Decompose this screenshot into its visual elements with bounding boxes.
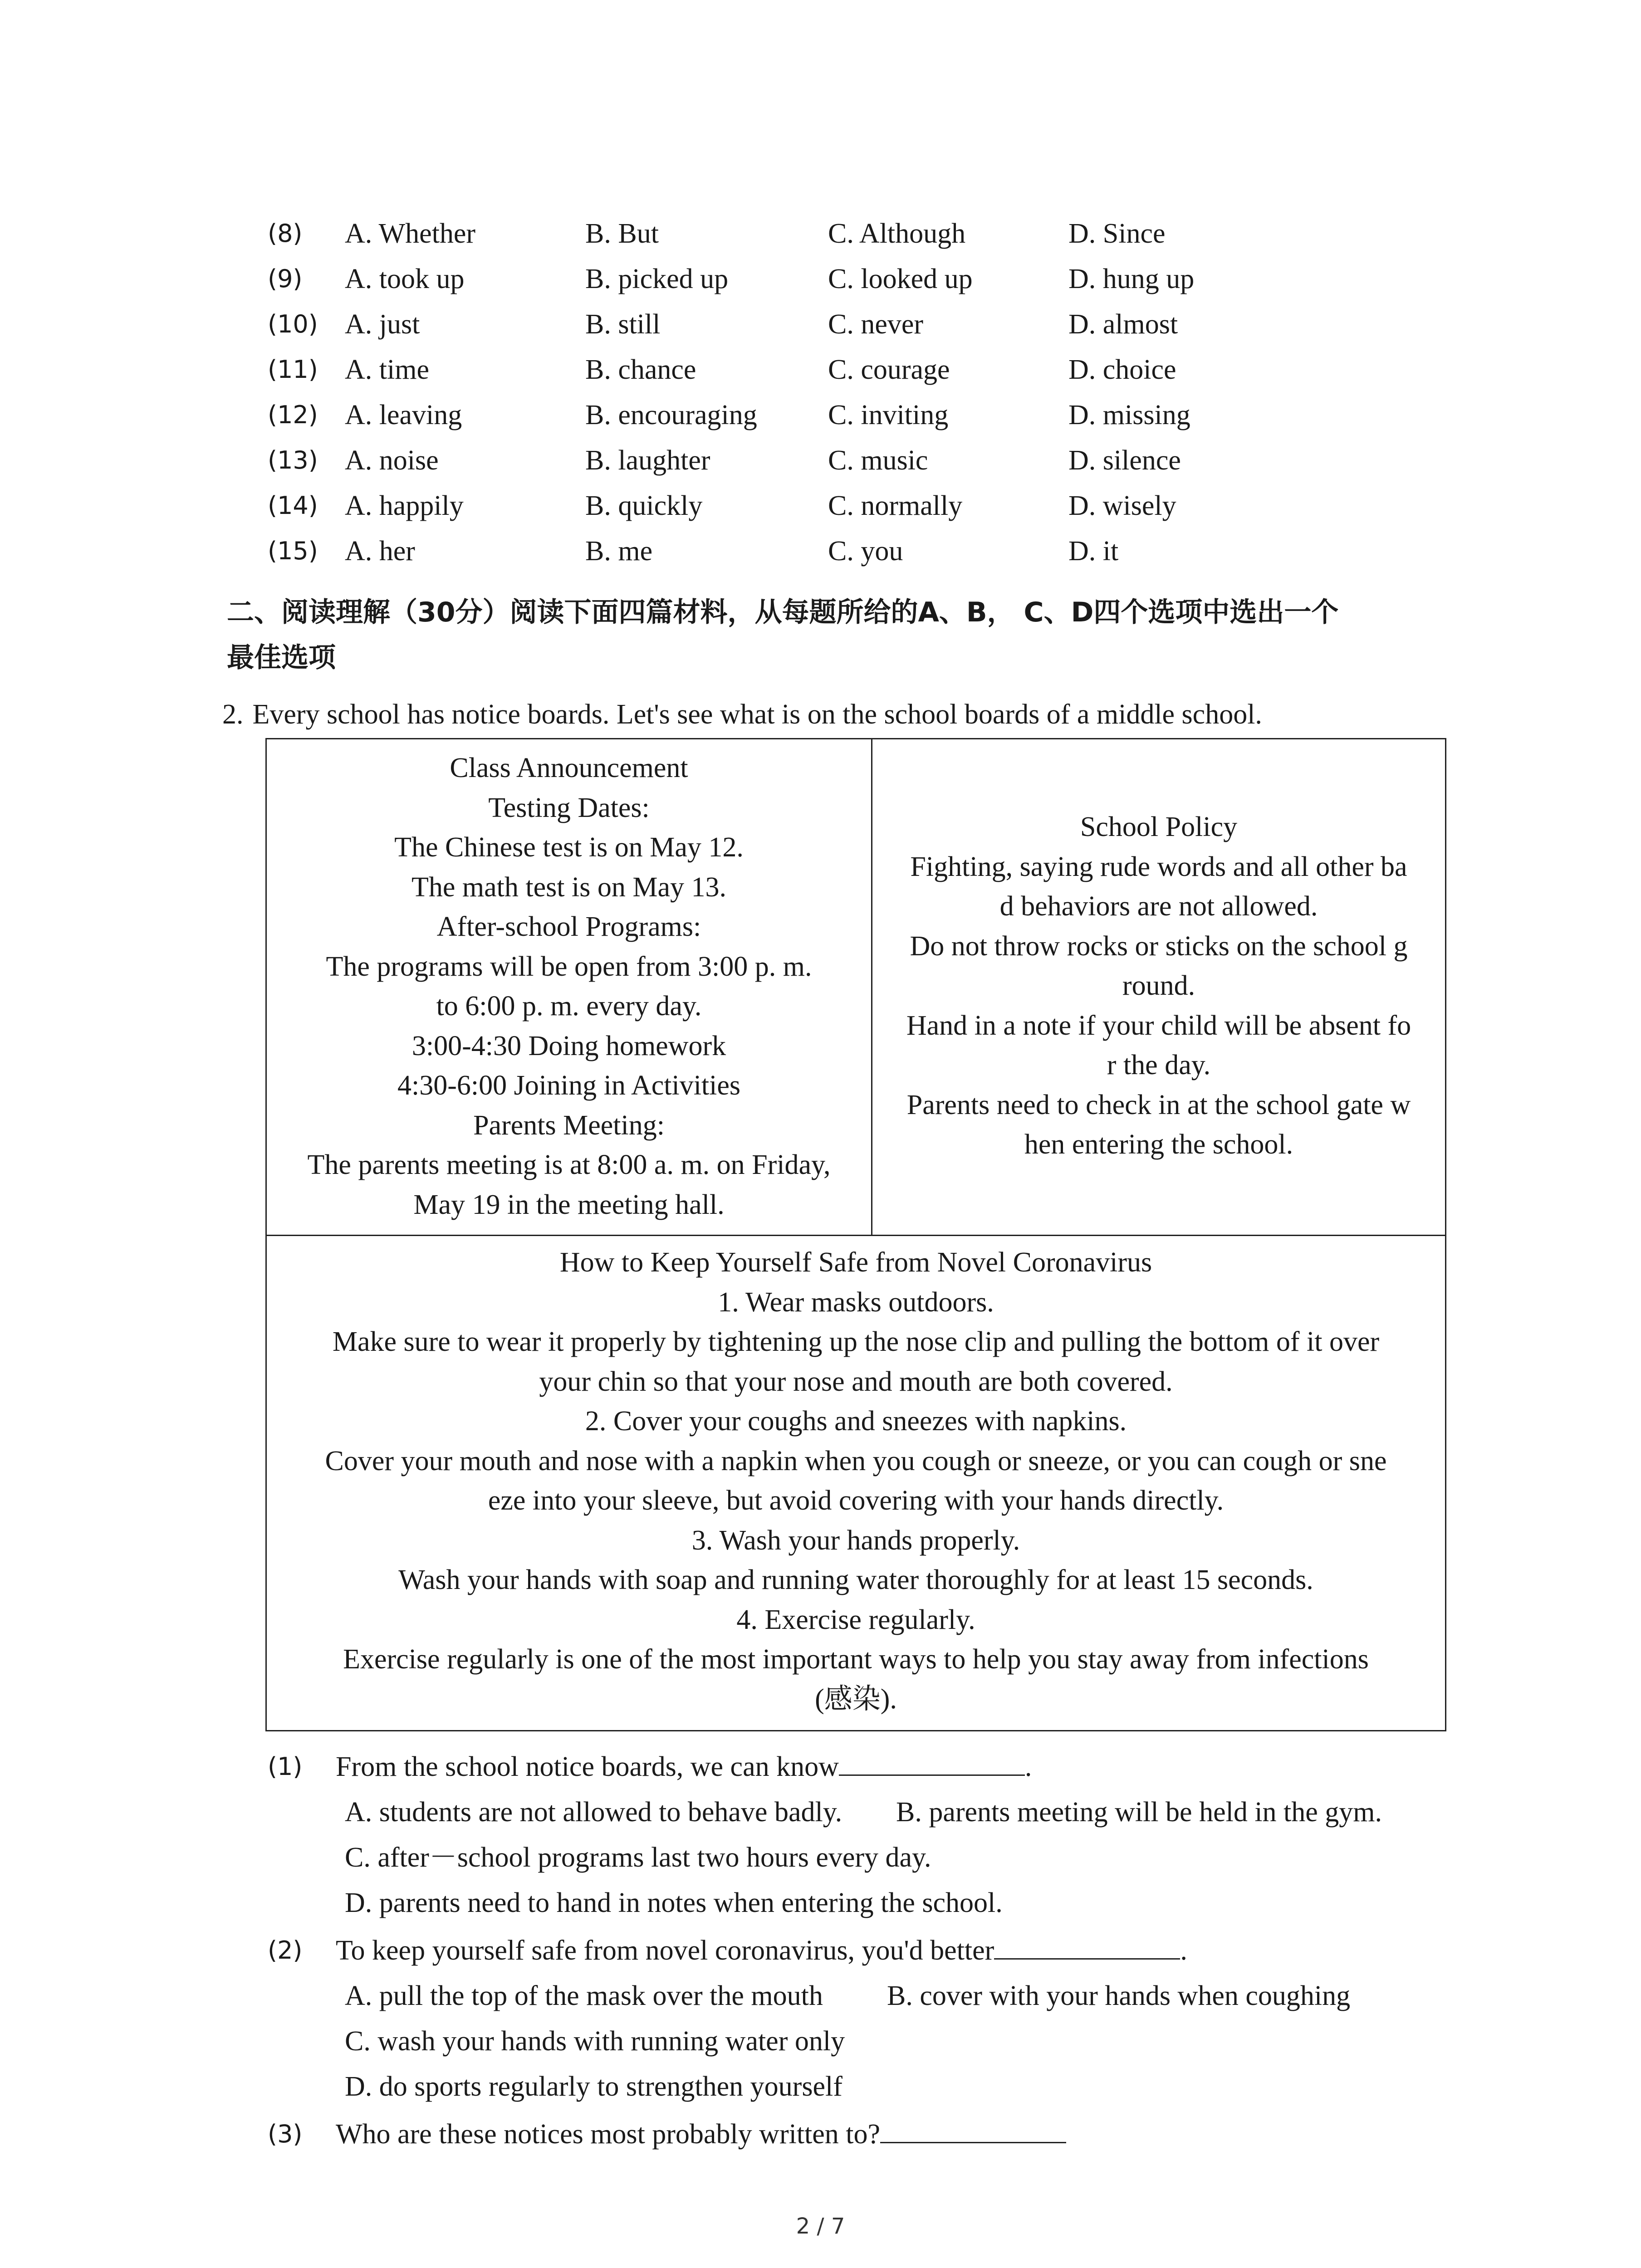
option-a: A. her (345, 536, 415, 567)
option-b: B. But (585, 218, 659, 249)
choice-c: C. after－school programs last two hours every day. (345, 1842, 931, 1873)
notice-line: Make sure to wear it properly by tightening up the nose clip and pulling the bottom of it over (332, 1326, 1380, 1357)
option-c: C. music (828, 445, 928, 476)
notice-line: 4. Exercise regularly. (736, 1604, 975, 1635)
question-intro-text: Every school has notice boards. Let's see what is on the school boards of a middle school. (252, 699, 1262, 730)
option-b: B. picked up (585, 264, 729, 294)
option-c: C. never (828, 309, 924, 340)
notice-board-table (265, 738, 1446, 1731)
choice-a: A. pull the top of the mask over the mouth (345, 1980, 823, 2011)
choice-b: B. cover with your hands when coughing (887, 1980, 1351, 2011)
choice-d: D. do sports regularly to strengthen yourself (345, 2071, 843, 2102)
choice-a: A. students are not allowed to behave badly. (345, 1797, 843, 1828)
notice-line: your chin so that your nose and mouth are both covered. (539, 1366, 1173, 1397)
notice-line: (感染). (815, 1683, 897, 1715)
notice-line: 4:30-6:00 Joining in Activities (397, 1070, 741, 1101)
question-intro (222, 694, 1262, 735)
item-number: (10) (268, 310, 318, 338)
notice-line: Wash your hands with soap and running water thoroughly for at least 15 seconds. (398, 1564, 1313, 1595)
option-b: B. laughter (585, 445, 710, 476)
notice-line: 2. Cover your coughs and sneezes with napkins. (585, 1406, 1127, 1437)
page-number: 2 / 7 (796, 2214, 845, 2239)
subquestion-stem (336, 1930, 1187, 1971)
answer-blank[interactable] (994, 1931, 1180, 1960)
item-number: (13) (268, 446, 318, 474)
notice-line: Do not throw rocks or sticks on the school g (910, 930, 1408, 962)
item-number: (11) (268, 355, 318, 384)
coronavirus-safety-text (267, 1243, 1445, 1719)
option-d: D. it (1068, 536, 1119, 567)
stem-text: To keep yourself safe from novel coronavirus, you'd better (336, 1935, 994, 1966)
notice-line: May 19 in the meeting hall. (413, 1189, 725, 1220)
notice-line: The Chinese test is on May 12. (394, 832, 744, 863)
item-number: (15) (268, 537, 318, 565)
option-c: C. normally (828, 490, 963, 521)
section-heading (227, 590, 1452, 680)
subquestion-stem (336, 2114, 1066, 2155)
choice-b: B. parents meeting will be held in the gym. (896, 1797, 1382, 1828)
notice-line: eze into your sleeve, but avoid covering with your hands directly. (488, 1485, 1224, 1516)
option-b: B. encouraging (585, 400, 757, 430)
school-policy-cell (872, 739, 1445, 1236)
option-b: B. chance (585, 354, 696, 385)
item-number: (9) (268, 264, 303, 293)
notice-line: The math test is on May 13. (411, 871, 726, 903)
coronavirus-safety-cell (267, 1236, 1445, 1731)
notice-line: to 6:00 p. m. every day. (436, 991, 702, 1022)
stem-end: . (1180, 1935, 1187, 1966)
option-d: D. missing (1068, 400, 1190, 430)
notice-line: 1. Wear masks outdoors. (718, 1286, 994, 1318)
option-d: D. almost (1068, 309, 1178, 340)
subquestion-number: (3) (268, 2120, 303, 2148)
option-c: C. Although (828, 218, 966, 249)
option-a: A. just (345, 309, 420, 340)
option-c: C. looked up (828, 264, 973, 294)
option-b: B. still (585, 309, 661, 340)
class-announcement-text (267, 748, 871, 1225)
school-policy-text (872, 807, 1445, 1165)
notice-line: Class Announcement (450, 753, 688, 783)
class-announcement-cell (267, 739, 872, 1236)
notice-line: d behaviors are not allowed. (999, 891, 1318, 922)
option-c: C. you (828, 536, 903, 567)
notice-line: The parents meeting is at 8:00 a. m. on Friday, (307, 1149, 831, 1180)
stem-text: From the school notice boards, we can know (336, 1751, 839, 1782)
item-number: (12) (268, 401, 318, 429)
choice-d: D. parents need to hand in notes when entering the school. (345, 1887, 1003, 1918)
notice-line: Exercise regularly is one of the most important ways to help you stay away from infections (343, 1644, 1369, 1675)
option-d: D. choice (1068, 354, 1176, 385)
option-d: D. hung up (1068, 264, 1195, 294)
subquestion-number: (2) (268, 1936, 303, 1965)
stem-end: . (1024, 1751, 1032, 1782)
subquestion-stem (336, 1746, 1032, 1787)
question-number: 2. (222, 699, 244, 730)
answer-blank[interactable] (880, 2115, 1066, 2143)
option-d: D. Since (1068, 218, 1166, 249)
option-a: A. took up (345, 264, 465, 294)
notice-line: r the day. (1107, 1050, 1211, 1080)
notice-line: Hand in a note if your child will be absent fo (906, 1010, 1411, 1041)
subquestion-number: (1) (268, 1752, 303, 1781)
option-b: B. me (585, 536, 653, 567)
option-a: A. happily (345, 490, 464, 521)
option-d: D. silence (1068, 445, 1181, 476)
notice-line: Parents need to check in at the school gate w (906, 1089, 1411, 1120)
notice-line: Parents Meeting: (473, 1110, 665, 1141)
notice-line: Cover your mouth and nose with a napkin when you cough or sneeze, or you can cough or sne (325, 1445, 1387, 1476)
notice-line: How to Keep Yourself Safe from Novel Coronavirus (559, 1247, 1152, 1278)
section-heading-line-1: 二、阅读理解（30分）阅读下面四篇材料，从每题所给的A、B， C、D四个选项中选出一个 (227, 596, 1339, 628)
option-a: A. noise (345, 445, 439, 476)
notice-line: School Policy (1080, 811, 1238, 842)
notice-line: hen entering the school. (1024, 1129, 1293, 1160)
option-b: B. quickly (585, 490, 703, 521)
notice-line: After-school Programs: (436, 911, 701, 942)
notice-line: Testing Dates: (488, 792, 650, 823)
notice-line: Fighting, saying rude words and all other ba (910, 851, 1407, 882)
choice-c: C. wash your hands with running water only (345, 2026, 845, 2057)
notice-line: round. (1122, 970, 1195, 1001)
item-number: (14) (268, 491, 318, 520)
option-d: D. wisely (1068, 490, 1176, 521)
notice-line: The programs will be open from 3:00 p. m. (326, 951, 812, 982)
notice-line: 3. Wash your hands properly. (691, 1525, 1020, 1556)
section-heading-line-2: 最佳选项 (227, 642, 336, 674)
option-a: A. time (345, 354, 429, 385)
option-a: A. Whether (345, 218, 476, 249)
answer-blank[interactable] (839, 1747, 1025, 1776)
option-c: C. courage (828, 354, 950, 385)
stem-text: Who are these notices most probably written to? (336, 2119, 881, 2150)
option-a: A. leaving (345, 400, 462, 430)
option-c: C. inviting (828, 400, 949, 430)
item-number: (8) (268, 219, 303, 248)
notice-line: 3:00-4:30 Doing homework (411, 1030, 726, 1061)
